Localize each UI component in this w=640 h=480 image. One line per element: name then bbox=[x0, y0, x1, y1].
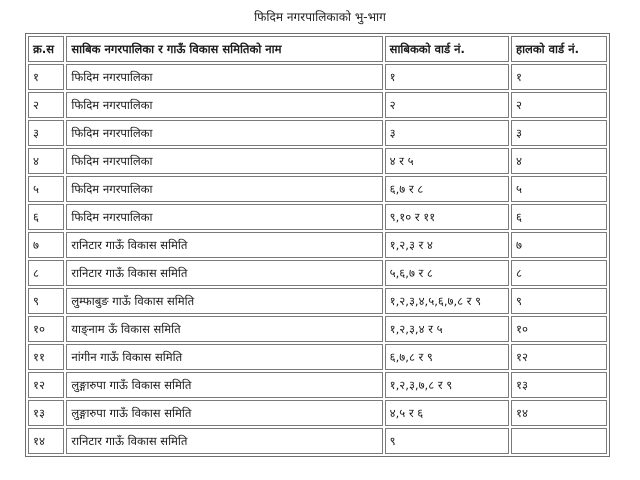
cell-name: फिदिम नगरपालिका bbox=[66, 148, 382, 174]
cell-old-ward: १,२,३ र ४ bbox=[385, 232, 509, 258]
cell-new-ward: १ bbox=[511, 64, 607, 90]
table-row bbox=[28, 372, 607, 398]
cell-new-ward: ६ bbox=[511, 204, 607, 230]
table-row bbox=[28, 148, 607, 174]
cell-serial: ५ bbox=[28, 176, 64, 202]
cell-serial: १० bbox=[28, 316, 64, 342]
cell-name: लुङ्गारुपा गाऊँ विकास समिति bbox=[66, 400, 382, 426]
cell-serial: १ bbox=[28, 64, 64, 90]
table-row bbox=[28, 288, 607, 314]
table-row bbox=[28, 232, 607, 258]
cell-serial: ६ bbox=[28, 204, 64, 230]
cell-old-ward: ४ र ५ bbox=[385, 148, 509, 174]
cell-serial: ४ bbox=[28, 148, 64, 174]
header-old-ward: साबिकको वार्ड नं. bbox=[385, 36, 509, 62]
table-row bbox=[28, 260, 607, 286]
cell-old-ward: १,२,३,७,८ र ९ bbox=[385, 372, 509, 398]
cell-name: नांगीन गाऊँ विकास समिति bbox=[66, 344, 382, 370]
cell-name: फिदिम नगरपालिका bbox=[66, 176, 382, 202]
cell-new-ward: १३ bbox=[511, 372, 607, 398]
table-row bbox=[28, 92, 607, 118]
cell-name: लुङ्गारुपा गाऊँ विकास समिति bbox=[66, 372, 382, 398]
cell-new-ward: ५ bbox=[511, 176, 607, 202]
ward-table bbox=[25, 33, 610, 457]
cell-name: फिदिम नगरपालिका bbox=[66, 64, 382, 90]
header-serial: क्र.स bbox=[28, 36, 64, 62]
cell-name: रानिटार गाऊँ विकास समिति bbox=[66, 232, 382, 258]
cell-old-ward: ६,७,८ र ९ bbox=[385, 344, 509, 370]
table-row bbox=[28, 316, 607, 342]
cell-new-ward: २ bbox=[511, 92, 607, 118]
cell-serial: २ bbox=[28, 92, 64, 118]
cell-name: फिदिम नगरपालिका bbox=[66, 120, 382, 146]
cell-serial: १२ bbox=[28, 372, 64, 398]
cell-name: याङ्नाम ऊँ विकास समिति bbox=[66, 316, 382, 342]
table-row bbox=[28, 120, 607, 146]
table-row bbox=[28, 176, 607, 202]
cell-name: रानिटार गाऊँ विकास समिति bbox=[66, 260, 382, 286]
table-row bbox=[28, 428, 607, 454]
table-row bbox=[28, 64, 607, 90]
cell-new-ward: ३ bbox=[511, 120, 607, 146]
header-new-ward: हालको वार्ड नं. bbox=[511, 36, 607, 62]
cell-name: फिदिम नगरपालिका bbox=[66, 92, 382, 118]
cell-new-ward: १० bbox=[511, 316, 607, 342]
cell-new-ward: ९ bbox=[511, 288, 607, 314]
table-caption: फिदिम नगरपालिकाको भु-भाग bbox=[254, 10, 386, 24]
cell-new-ward bbox=[511, 428, 607, 454]
cell-old-ward: ९,१० र ११ bbox=[385, 204, 509, 230]
table-row bbox=[28, 344, 607, 370]
cell-new-ward: ४ bbox=[511, 148, 607, 174]
cell-serial: ३ bbox=[28, 120, 64, 146]
cell-name: लुम्फाबुङ गाऊँ विकास समिति bbox=[66, 288, 382, 314]
cell-old-ward: ९ bbox=[385, 428, 509, 454]
header-name: साबिक नगरपालिका र गाऊँ विकास समितिको नाम bbox=[66, 36, 382, 62]
cell-new-ward: ८ bbox=[511, 260, 607, 286]
cell-old-ward: ५,६,७ र ८ bbox=[385, 260, 509, 286]
table-row bbox=[28, 204, 607, 230]
cell-serial: १३ bbox=[28, 400, 64, 426]
cell-old-ward: ४,५ र ६ bbox=[385, 400, 509, 426]
cell-new-ward: ७ bbox=[511, 232, 607, 258]
cell-old-ward: १,२,३,४,५,६,७,८ र ९ bbox=[385, 288, 509, 314]
cell-name: फिदिम नगरपालिका bbox=[66, 204, 382, 230]
cell-name: रानिटार गाऊँ विकास समिति bbox=[66, 428, 382, 454]
cell-serial: १४ bbox=[28, 428, 64, 454]
cell-new-ward: १२ bbox=[511, 344, 607, 370]
cell-serial: ७ bbox=[28, 232, 64, 258]
cell-old-ward: १,२,३,४ र ५ bbox=[385, 316, 509, 342]
cell-old-ward: २ bbox=[385, 92, 509, 118]
table-row bbox=[28, 400, 607, 426]
table-header-row bbox=[28, 36, 607, 62]
cell-old-ward: १ bbox=[385, 64, 509, 90]
cell-serial: ११ bbox=[28, 344, 64, 370]
cell-serial: ८ bbox=[28, 260, 64, 286]
cell-serial: ९ bbox=[28, 288, 64, 314]
cell-new-ward: १४ bbox=[511, 400, 607, 426]
cell-old-ward: ६,७ र ८ bbox=[385, 176, 509, 202]
cell-old-ward: ३ bbox=[385, 120, 509, 146]
